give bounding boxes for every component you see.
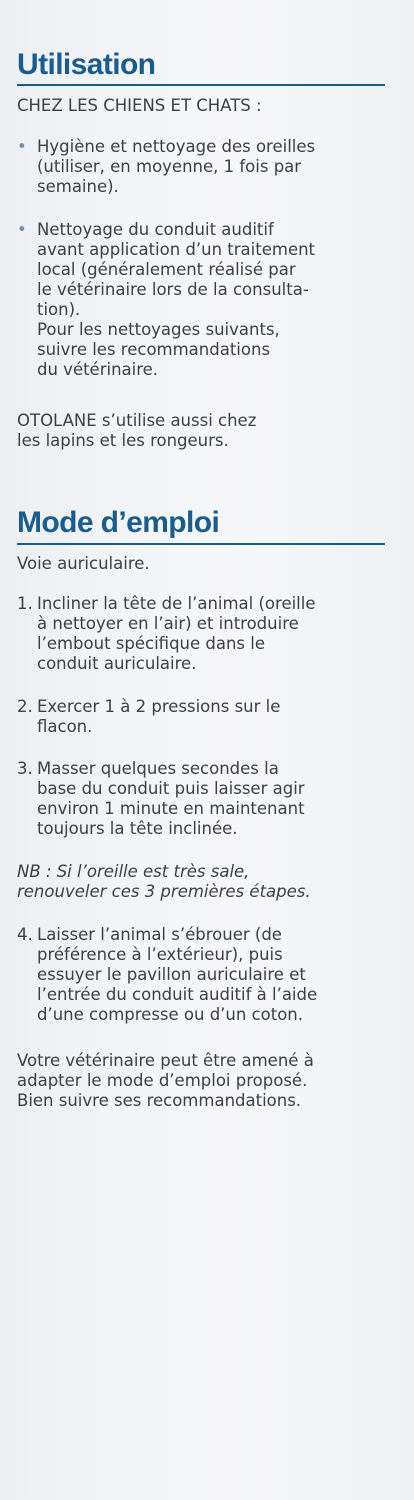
- nb-note: NB : Si l’oreille est très sale, renouveler ces 3 premières étapes.: [17, 862, 311, 901]
- step-text: Incliner la tête de l’animal (oreille à nettoyer en l’air) et introduire l’embout spécifique dans le conduit auriculaire.: [37, 594, 316, 673]
- step-number: 4.: [17, 925, 33, 944]
- mode-emploi-intro: Voie auriculaire.: [17, 554, 150, 573]
- section-divider-utilisation: [17, 84, 385, 86]
- closing-text: Votre vétérinaire peut être amené à adapter le mode d’emploi proposé. Bien suivre ses recommandations.: [17, 1051, 314, 1110]
- bullet-text: Hygiène et nettoyage des oreilles (utiliser, en moyenne, 1 fois par semaine).: [37, 137, 316, 196]
- section-divider-mode-emploi: [17, 543, 385, 545]
- bullet-text: Nettoyage du conduit auditif avant application d’un traitement local (généralement réalisé par le vétérinaire lors de la consulta- tion). Pour les nettoyages suivants, suivre les recommandations du vétérinaire.: [37, 220, 316, 379]
- section-title-utilisation: Utilisation: [17, 48, 156, 81]
- step-text: Exercer 1 à 2 pressions sur le flacon.: [37, 697, 281, 736]
- bullet-dot-icon: •: [17, 220, 27, 239]
- step-number: 3.: [17, 759, 33, 778]
- section-title-mode-emploi: Mode d’emploi: [17, 506, 220, 539]
- step-text: Laisser l’animal s’ébrouer (de préférence à l’extérieur), puis essuyer le pavillon auriculaire et l’entrée du conduit auditif à l’aide d’une compresse ou d’un coton.: [37, 925, 318, 1024]
- bullet-dot-icon: •: [17, 137, 27, 156]
- step-number: 1.: [17, 594, 33, 613]
- step-number: 2.: [17, 697, 33, 716]
- utilisation-note: OTOLANE s’utilise aussi chez les lapins et les rongeurs.: [17, 411, 257, 450]
- utilisation-intro: CHEZ LES CHIENS ET CHATS :: [17, 96, 262, 115]
- step-text: Masser quelques secondes la base du conduit puis laisser agir environ 1 minute en maintenant toujours la tête inclinée.: [37, 759, 305, 838]
